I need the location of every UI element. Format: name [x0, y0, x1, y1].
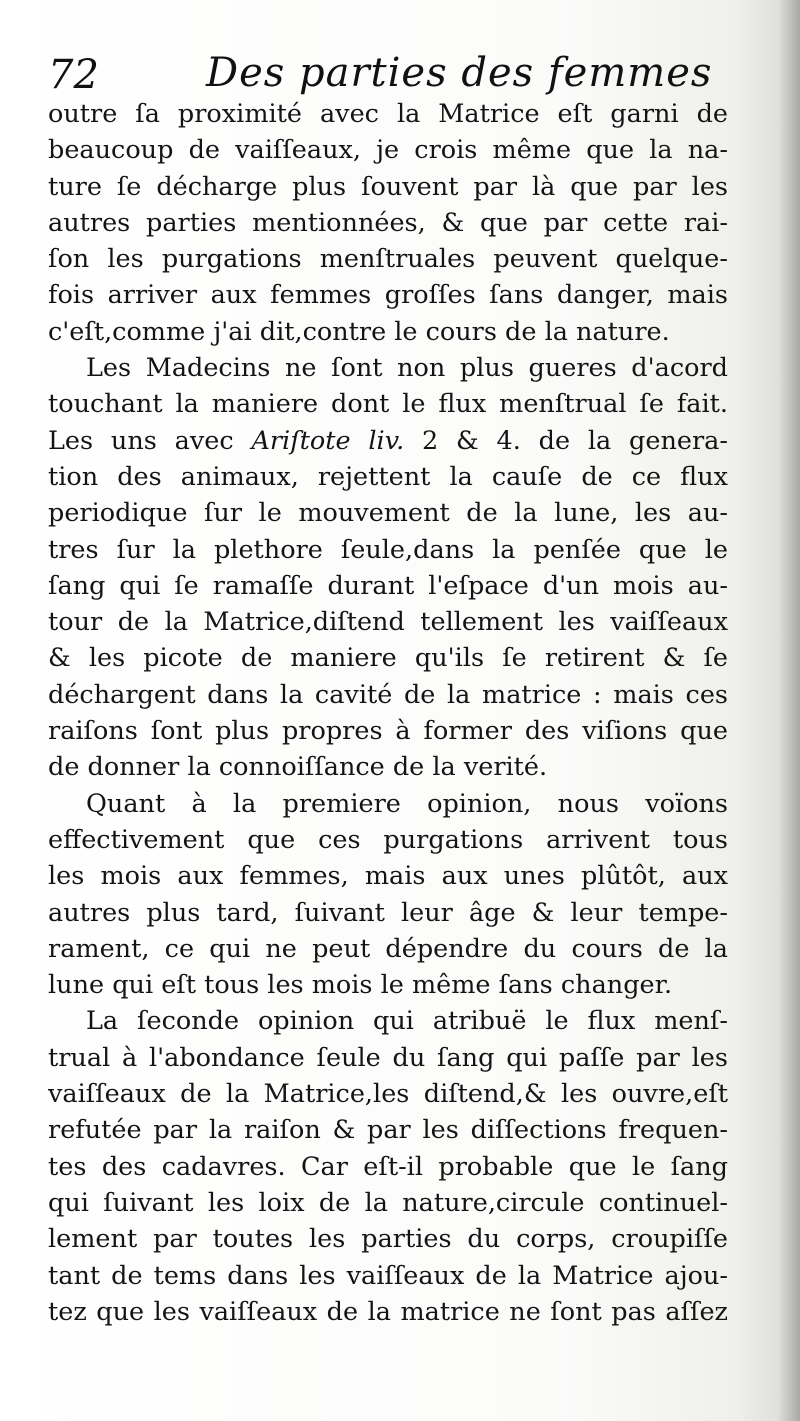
text-line: tion des animaux, rejettent la cauſe de ce flux — [48, 461, 728, 492]
text-line: trual à l'abondance ſeule du ſang qui paſſe par les — [48, 1042, 728, 1073]
text-line: de donner la connoiſſance de la verité. — [48, 752, 548, 783]
running-title: Des parties des femmes — [206, 50, 713, 96]
text-line: outre ſa proximité avec la Matrice eſt garni de — [48, 99, 728, 129]
text-line: ſang qui ſe ramaſſe durant l'eſpace d'un mois au- — [48, 570, 728, 601]
body-text — [48, 96, 728, 1330]
text-line: les mois aux femmes, mais aux unes plûtôt, aux — [48, 861, 728, 892]
text-line: déchargent dans la cavité de la matrice : mais ces — [48, 679, 728, 710]
text-line: c'eſt,comme j'ai dit,contre le cours de la nature. — [48, 316, 670, 347]
text-line: touchant la maniere dont le flux menſtrual ſe fait. — [48, 389, 728, 420]
text-line: autres parties mentionnées, & que par cette rai- — [48, 207, 728, 238]
text-line: lement par toutes les parties du corps, croupiſſe — [48, 1224, 728, 1255]
text-line: vaiſſeaux de la Matrice,les diſtend,& les ouvre,eſt — [48, 1079, 728, 1110]
text-line: rament, ce qui ne peut dépendre du cours de la — [48, 933, 728, 964]
text-line: tes des cadavres. Car eſt-il probable que le ſang — [48, 1151, 728, 1182]
text-line: ture ſe décharge plus ſouvent par là que par les — [48, 171, 728, 202]
text-line: Les uns avec Ariſtote liv. 2 & 4. de la genera- — [48, 425, 728, 456]
text-line: periodique ſur le mouvement de la lune, les au- — [48, 498, 728, 529]
paragraph-start-line: La ſeconde opinion qui atribuë le flux menſ- — [86, 1006, 728, 1037]
text-line: lune qui eſt tous les mois le même ſans changer. — [48, 970, 673, 1001]
text-line: ſon les purgations menſtruales peuvent quelque- — [48, 244, 728, 275]
page-number: 72 — [48, 52, 99, 98]
text-line: fois arriver aux femmes groſſes ſans danger, mais — [48, 280, 728, 311]
text-line: & les picote de maniere qu'ils ſe retirent & ſe — [48, 643, 728, 674]
text-line: tour de la Matrice,diſtend tellement les vaiſſeaux — [48, 607, 728, 638]
text-line: autres plus tard, ſuivant leur âge & leur tempe- — [48, 897, 728, 928]
text-line: tres ſur la plethore ſeule,dans la penſée que le — [48, 534, 728, 565]
text-line: qui ſuivant les loix de la nature,circule continuel- — [48, 1187, 728, 1218]
paragraph-start-line: Les Madecins ne ſont non plus gueres d'acord — [86, 353, 728, 384]
text-line: beaucoup de vaiſſeaux, je crois même que la na- — [48, 135, 728, 166]
text-line: effectivement que ces purgations arrivent tous — [48, 824, 728, 855]
text-line: tez que les vaiſſeaux de la matrice ne ſont pas aſſez — [48, 1296, 728, 1327]
text-line: refutée par la raiſon & par les diſſections frequen- — [48, 1115, 728, 1146]
paragraph-start-line: Quant à la premiere opinion, nous voïons — [86, 788, 728, 819]
text-line: raiſons ſont plus propres à former des viſions que — [48, 716, 728, 747]
page-header — [48, 46, 728, 102]
text-line: tant de tems dans les vaiſſeaux de la Matrice ajou- — [48, 1260, 728, 1291]
